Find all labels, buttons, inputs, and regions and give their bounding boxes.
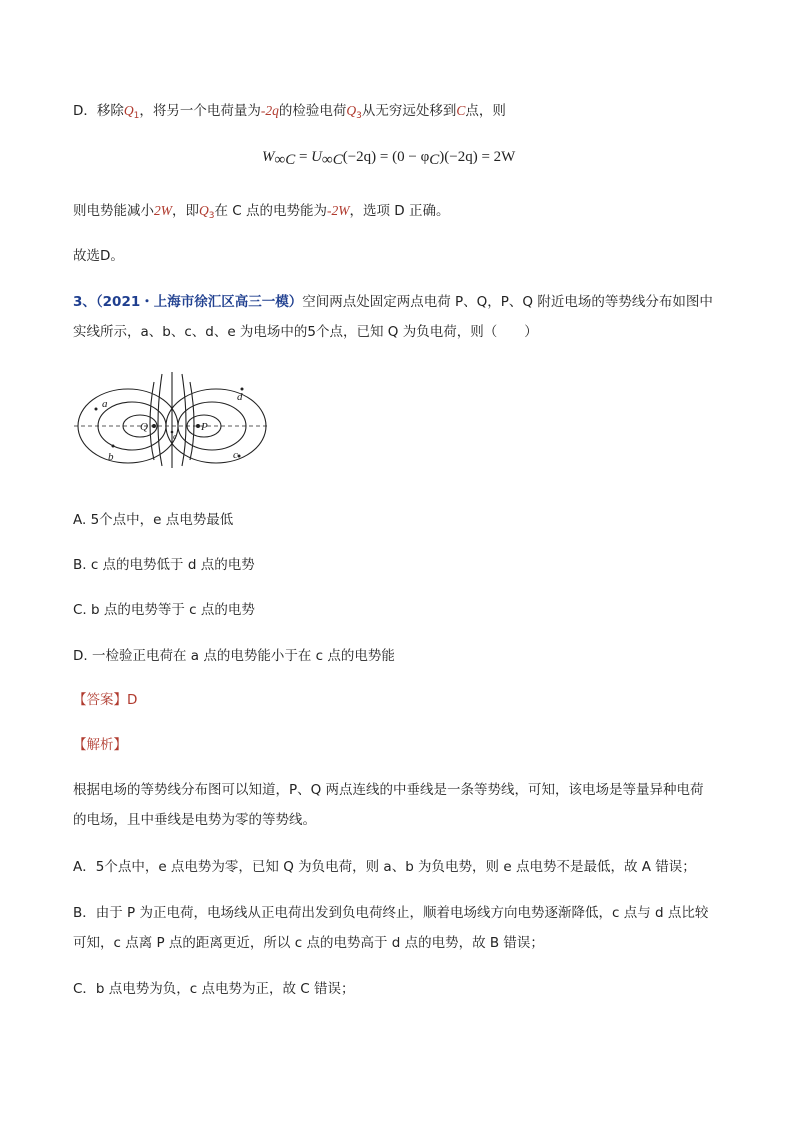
question-source: （2021・上海市徐汇区高三一模） xyxy=(95,294,303,310)
energy-v1: 2W xyxy=(154,203,172,218)
label-d: d xyxy=(237,391,243,403)
option-c: C. b 点的电势等于 c 点的电势 xyxy=(73,602,255,618)
energy-t3: 在 C 点的电势能为 xyxy=(214,203,327,219)
option-d: D. 一检验正电荷在 a 点的电势能小于在 c 点的电势能 xyxy=(73,648,395,664)
section-d-label: D．移除 xyxy=(73,103,124,119)
section-d-text2: 的检验电荷 xyxy=(278,103,347,119)
analysis-a: A．5个点中，e 点电势为零，已知 Q 为负电荷，则 a、b 为负电势，则 e 点电势不是最低，故 A 错误； xyxy=(73,859,696,875)
question3-line2: 实线所示，a、b、c、d、e 为电场中的5个点，已知 Q 为负电荷，则（ ） xyxy=(73,324,538,340)
equipotential-diagram xyxy=(74,372,270,468)
analysis-b-line1: B．由于 P 为正电荷，电场线从正电荷出发到负电荷终止，顺着电场线方向电势逐渐降低，c 点与 d 点比较 xyxy=(73,905,709,921)
energy-t2: ，即 xyxy=(172,203,199,219)
section-d-text3: 从无穷远处移到 xyxy=(361,103,457,119)
label-q: Q xyxy=(140,421,148,433)
analysis-c: C．b 点电势为负，c 点电势为正，故 C 错误； xyxy=(73,981,355,997)
charge-value: -2q xyxy=(260,103,279,118)
section-d-line xyxy=(73,101,734,126)
energy-line xyxy=(73,201,734,226)
analysis-p1-line2: 的电场，且中垂线是电势为零的等势线。 xyxy=(73,812,316,828)
energy-t1: 则电势能减小 xyxy=(73,203,154,219)
question3-line1 xyxy=(73,292,734,312)
analysis-p1-line1: 根据电场的等势线分布图可以知道，P、Q 两点连线的中垂线是一条等势线，可知，该电场是等量异种电荷 xyxy=(73,782,704,798)
energy-v2: -2W xyxy=(327,203,350,218)
label-e: e xyxy=(173,432,177,441)
point-c-symbol: C xyxy=(456,103,466,118)
section-d-text4: 点，则 xyxy=(465,103,506,119)
formula-phi-sub: C xyxy=(429,152,440,168)
section-d-text1: ，将另一个电荷量为 xyxy=(139,103,261,119)
formula-u: U xyxy=(311,149,323,165)
analysis-b-line2: 可知，c 点离 P 点的距离更近，所以 c 点的电势高于 d 点的电势，故 B 错误； xyxy=(73,935,544,951)
formula-tail: )(−2q) = 2W xyxy=(439,149,516,165)
q3-subscript: 3 xyxy=(356,111,362,121)
label-a: a xyxy=(102,398,108,410)
answer-label: 【答案】 xyxy=(73,692,127,708)
energy-q-sub: 3 xyxy=(208,211,215,221)
label-c: c xyxy=(233,449,238,461)
answer-line xyxy=(73,690,734,710)
label-p: P xyxy=(201,421,208,433)
option-b: B. c 点的电势低于 d 点的电势 xyxy=(73,557,255,573)
q1-subscript: 1 xyxy=(133,111,140,121)
formula-eq: = xyxy=(295,149,312,165)
formula-w: W xyxy=(262,149,275,165)
analysis-label: 【解析】 xyxy=(73,737,127,753)
formula-u-sub: ∞C xyxy=(322,152,343,168)
question-number: 3、 xyxy=(73,294,96,310)
option-a: A. 5个点中，e 点电势最低 xyxy=(73,512,234,528)
choice-d-final: 故选D。 xyxy=(73,248,124,264)
q3-symbol: Q xyxy=(346,103,357,118)
question-stem-1: 空间两点处固定两点电荷 P、Q，P、Q 附近电场的等势线分布如图中 xyxy=(302,294,713,310)
work-formula xyxy=(262,149,515,169)
answer-value: D xyxy=(127,692,138,708)
energy-q: Q xyxy=(199,203,209,218)
formula-w-sub: ∞C xyxy=(274,152,296,168)
formula-rest: (−2q) = (0 − φ xyxy=(342,149,430,165)
q1-symbol: Q xyxy=(123,103,134,118)
energy-t4: ，选项 D 正确。 xyxy=(349,203,450,219)
label-b: b xyxy=(108,451,114,463)
